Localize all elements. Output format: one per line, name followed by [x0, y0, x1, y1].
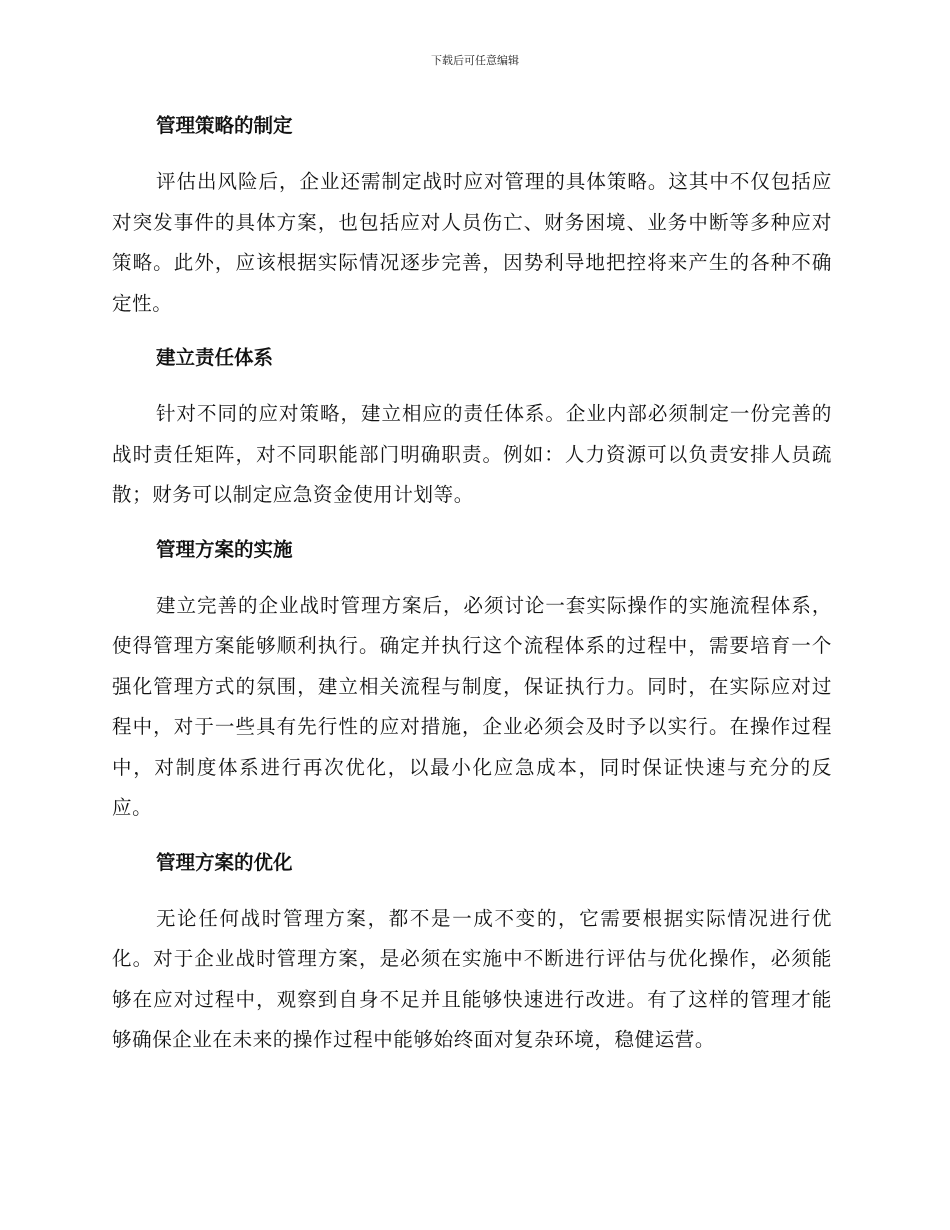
section-implementation — [112, 530, 832, 843]
section-heading: 管理方案的优化 — [156, 850, 293, 874]
section-heading: 管理方案的实施 — [156, 537, 293, 561]
section-paragraph: 针对不同的应对策略，建立相应的责任体系。企业内部必须制定一份完善的战时责任矩阵，对不同职能部门明确职责。例如：人力资源可以负责安排人员疏散；财务可以制定应急资金使用计划等。 — [112, 402, 832, 506]
section-paragraph: 无论任何战时管理方案，都不是一成不变的，它需要根据实际情况进行优化。对于企业战时管理方案，是必须在实施中不断进行评估与优化操作，必须能够在应对过程中，观察到自身不足并且能够快速进行改进。有了这样的管理才能够确保企业在未来的操作过程中能够始终面对复杂环境，稳健运营。 — [112, 906, 832, 1051]
section-strategy — [112, 106, 832, 338]
section-optimization — [112, 843, 832, 1061]
section-responsibility — [112, 338, 832, 530]
page-header: 下载后可任意编辑 — [431, 54, 519, 67]
document-body — [112, 106, 832, 1061]
section-paragraph: 评估出风险后，企业还需制定战时应对管理的具体策略。这其中不仅包括应对突发事件的具体方案，也包括应对人员伤亡、财务困境、业务中断等多种应对策略。此外，应该根据实际情况逐步完善，因势利导地把控将来产生的各种不确定性。 — [112, 170, 832, 315]
section-heading: 建立责任体系 — [156, 346, 274, 369]
section-paragraph: 建立完善的企业战时管理方案后，必须讨论一套实际操作的实施流程体系，使得管理方案能够顺利执行。确定并执行这个流程体系的过程中，需要培育一个强化管理方式的氛围，建立相关流程与制度，保证执行力。同时，在实际应对过程中，对于一些具有先行性的应对措施，企业必须会及时予以实行。在操作过程中，对制度体系进行再次优化，以最小化应急成本，同时保证快速与充分的反应。 — [112, 593, 832, 819]
section-heading: 管理策略的制定 — [156, 114, 293, 137]
